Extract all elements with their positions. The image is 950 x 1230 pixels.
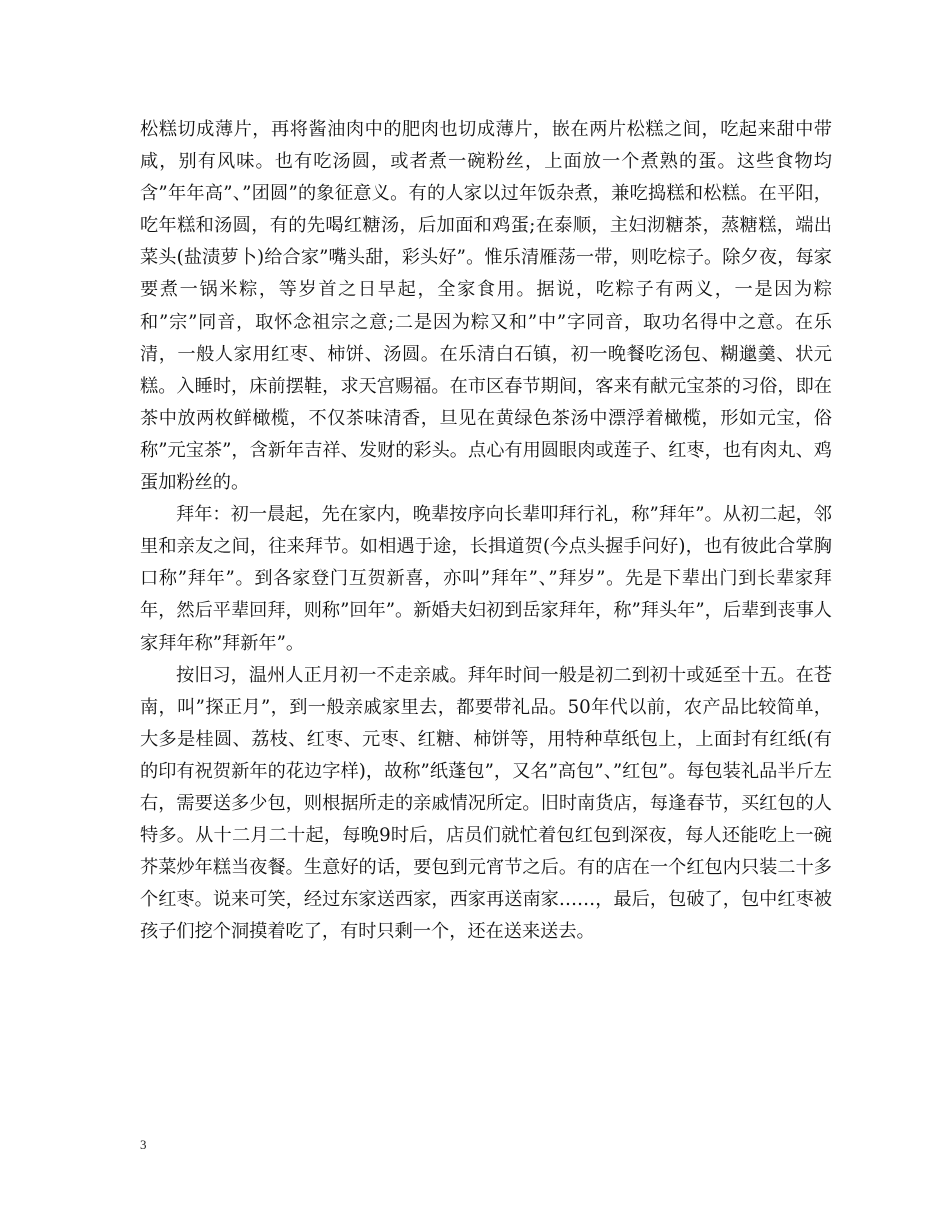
document-body bbox=[140, 114, 832, 948]
paragraph-visiting-relatives: 按旧习，温州人正月初一不走亲戚。拜年时间一般是初二到初十或延至十五。在苍南，叫”探正月”，到一般亲戚家里去，都要带礼品。50年代以前，农产品比较简单，大多是桂圆、荔枝、红枣、元枣、红糖、柿饼等，用特种草纸包上，上面封有红纸(有的印有祝贺新年的花边字样)，故称”纸蓬包”，又名”高包”、”红包”。每包装礼品半斤左右，需要送多少包，则根据所走的亲戚情况所定。旧时南货店，每逢春节，买红包的人特多。从十二月二十起，每晚9时后，店员们就忙着包红包到深夜，每人还能吃上一碗芥菜炒年糕当夜餐。生意好的话，要包到元宵节之后。有的店在一个红包内只装二十多个红枣。说来可笑，经过东家送西家，西家再送南家……，最后，包破了，包中红枣被孩子们挖个洞摸着吃了，有时只剩一个，还在送来送去。 bbox=[140, 664, 832, 943]
paragraph-new-year-food: 松糕切成薄片，再将酱油肉中的肥肉也切成薄片，嵌在两片松糕之间，吃起来甜中带咸，别有风味。也有吃汤圆，或者煮一碗粉丝，上面放一个煮熟的蛋。这些食物均含”年年高”、”团圆”的象征意义。有的人家以过年饭杂煮，兼吃捣糕和松糕。在平阳，吃年糕和汤圆，有的先喝红糖汤，后加面和鸡蛋;在泰顺，主妇沏糖茶，蒸糖糕，端出菜头(盐渍萝卜)给合家”嘴头甜，彩头好”。惟乐清雁荡一带，则吃棕子。除夕夜，每家要煮一锅米粽，等岁首之日早起，全家食用。据说，吃粽子有两义，一是因为粽和”宗”同音，取怀念祖宗之意;二是因为粽又和”中”字同音，取功名得中之意。在乐清，一般人家用红枣、柿饼、汤圆。在乐清白石镇，初一晚餐吃汤包、糊邋羹、状元糕。入睡时，床前摆鞋，求天宫赐福。在市区春节期间，客来有献元宝茶的习俗，即在茶中放两枚鲜橄榄，不仅茶味清香，旦见在黄绿色茶汤中漂浮着橄榄，形如元宝，俗称”元宝茶”，含新年吉祥、发财的彩头。点心有用圆眼肉或莲子、红枣，也有肉丸、鸡蛋加粉丝的。 bbox=[140, 119, 832, 494]
paragraph-new-year-greetings: 拜年：初一晨起，先在家内，晚辈按序向长辈叩拜行礼，称”拜年”。从初二起，邻里和亲友之间，往来拜节。如相遇于途，长揖道贺(今点头握手问好)，也有彼此合掌胸口称”拜年”。到各家登门互贺新喜，亦叫”拜年”、”拜岁”。先是下辈出门到长辈家拜年，然后平辈回拜，则称”回年”。新婚夫妇初到岳家拜年，称”拜头年”，后辈到丧事人家拜年称”拜新年”。 bbox=[140, 504, 832, 654]
page-number: 3 bbox=[140, 1137, 147, 1152]
